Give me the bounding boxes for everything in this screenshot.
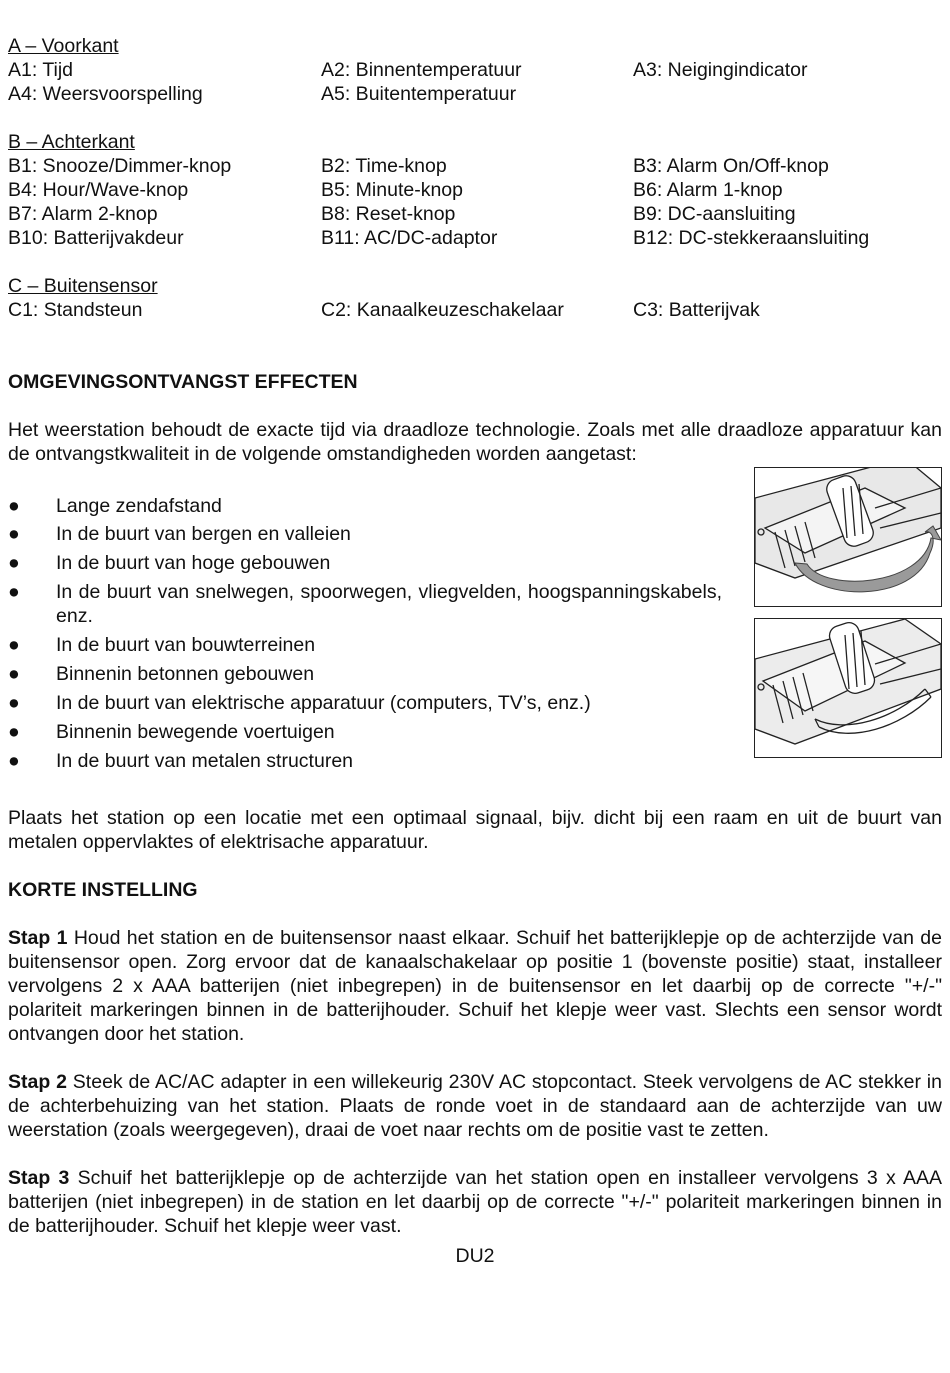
parts-row (8, 226, 942, 250)
step-paragraph (8, 926, 942, 1046)
step-label: Stap 3 (8, 1167, 70, 1189)
bullet-icon: ● (8, 581, 20, 603)
stand-rotate-illustration (754, 467, 942, 607)
bullet-icon: ● (8, 750, 20, 772)
reception-title: OMGEVINGSONTVANGST EFFECTEN (8, 371, 358, 393)
bullet-text: In de buurt van elektrische apparatuur (computers, TV’s, enz.) (56, 692, 591, 714)
bullet-icon: ● (8, 663, 20, 685)
part-label: A5: Buitentemperatuur (321, 83, 517, 105)
step-label: Stap 2 (8, 1071, 67, 1093)
list-item (8, 522, 722, 551)
section-heading: A – Voorkant (8, 35, 119, 57)
part-label: C1: Standsteun (8, 299, 143, 321)
part-label: B3: Alarm On/Off-knop (633, 155, 829, 177)
part-label: B4: Hour/Wave-knop (8, 179, 189, 201)
bullet-text: In de buurt van bouwterreinen (56, 634, 316, 656)
bullet-text: Binnenin bewegende voertuigen (56, 721, 335, 743)
parts-row (8, 154, 942, 178)
bullet-text: In de buurt van hoge gebouwen (56, 552, 331, 574)
part-label: C3: Batterijvak (633, 299, 760, 321)
parts-row (8, 58, 942, 82)
reception-bullet-list (8, 494, 942, 794)
list-item (8, 633, 722, 662)
bullet-text: In de buurt van bergen en valleien (56, 523, 351, 545)
bullet-icon: ● (8, 552, 20, 574)
bullet-text: Binnenin betonnen gebouwen (56, 663, 315, 685)
part-label: B5: Minute-knop (321, 179, 463, 201)
bullet-icon: ● (8, 692, 20, 714)
bullet-text: Lange zendafstand (56, 495, 222, 517)
list-item (8, 580, 722, 633)
stand-rotate-drawing (755, 468, 941, 606)
part-label: B2: Time-knop (321, 155, 447, 177)
step-text: Schuif het batterijklepje op de achterzijde van het station open en installeer vervolgens 3 x AAA batterijen (niet inbegrepen) in de station en let daarbij op de correcte "+/-" polariteit markeringen binnen in de batterijhouder. Schuif het klepje weer vast. (8, 1167, 942, 1237)
step-paragraph (8, 1166, 942, 1238)
part-label: C2: Kanaalkeuzeschakelaar (321, 299, 564, 321)
step-label: Stap 1 (8, 927, 68, 949)
part-label: B10: Batterijvakdeur (8, 227, 184, 249)
bullet-icon: ● (8, 721, 20, 743)
document-page (8, 34, 942, 1268)
bullet-icon: ● (8, 634, 20, 656)
list-item (8, 749, 722, 778)
step-text: Houd het station en de buitensensor naast elkaar. Schuif het batterijklepje op de achterzijde van de buitensensor open. Zorg ervoor dat de kanaalschakelaar op positie 1 (bovenste positie) staat, installeer vervolgens 2 x AAA batterijen (niet inbegrepen) in de buitensensor en let daarbij op de correcte "+/-" polariteit markeringen binnen in de batterijhouder. Schuif het klepje weer vast. Slechts een sensor wordt ontvangen door het station. (8, 927, 942, 1045)
bullet-icon: ● (8, 495, 20, 517)
section-a (8, 34, 942, 106)
parts-row (8, 298, 942, 322)
part-label (633, 82, 942, 106)
part-label: B12: DC-stekkeraansluiting (633, 227, 870, 249)
section-c (8, 274, 942, 322)
step-paragraph (8, 1070, 942, 1142)
stand-locked-illustration (754, 618, 942, 758)
part-label: A1: Tijd (8, 59, 74, 81)
bullet-icon: ● (8, 523, 20, 545)
section-b (8, 130, 942, 250)
parts-row (8, 178, 942, 202)
section-heading: C – Buitensensor (8, 275, 158, 297)
part-label: B11: AC/DC-adaptor (321, 227, 498, 249)
setup-title: KORTE INSTELLING (8, 879, 198, 901)
list-item (8, 662, 722, 691)
reception-closing: Plaats het station op een locatie met een optimaal signaal, bijv. dicht bij een raam en uit de buurt van metalen oppervlaktes of elektrisache apparatuur. (8, 807, 942, 853)
part-label: A4: Weersvoorspelling (8, 83, 203, 105)
bullet-text: In de buurt van metalen structuren (56, 750, 354, 772)
part-label: A3: Neigingindicator (633, 59, 808, 81)
parts-row (8, 202, 942, 226)
bullet-text: In de buurt van snelwegen, spoorwegen, vliegvelden, hoogspanningskabels, enz. (56, 581, 722, 627)
part-label: B7: Alarm 2-knop (8, 203, 158, 225)
list-item (8, 551, 722, 580)
reception-intro: Het weerstation behoudt de exacte tijd via draadloze technologie. Zoals met alle draadloze apparatuur kan de ontvangstkwaliteit in de volgende omstandigheden worden aangetast: (8, 419, 942, 465)
part-label: B8: Reset-knop (321, 203, 456, 225)
list-item (8, 494, 722, 522)
parts-row (8, 82, 942, 106)
list-item (8, 720, 722, 749)
list-item (8, 691, 722, 720)
part-label: B6: Alarm 1-knop (633, 179, 783, 201)
stand-locked-drawing (755, 619, 941, 757)
part-label: A2: Binnentemperatuur (321, 59, 522, 81)
part-label: B9: DC-aansluiting (633, 203, 796, 225)
page-number: DU2 (455, 1245, 495, 1267)
step-text: Steek de AC/AC adapter in een willekeurig 230V AC stopcontact. Steek vervolgens de AC stekker in de achterbehuizing van het station. Plaats de ronde voet in de standaard aan de achterzijde van uw weerstation (zoals weergegeven), draai de voet naar rechts om de positie vast te zetten. (8, 1071, 942, 1141)
section-heading: B – Achterkant (8, 131, 135, 153)
part-label: B1: Snooze/Dimmer-knop (8, 155, 232, 177)
